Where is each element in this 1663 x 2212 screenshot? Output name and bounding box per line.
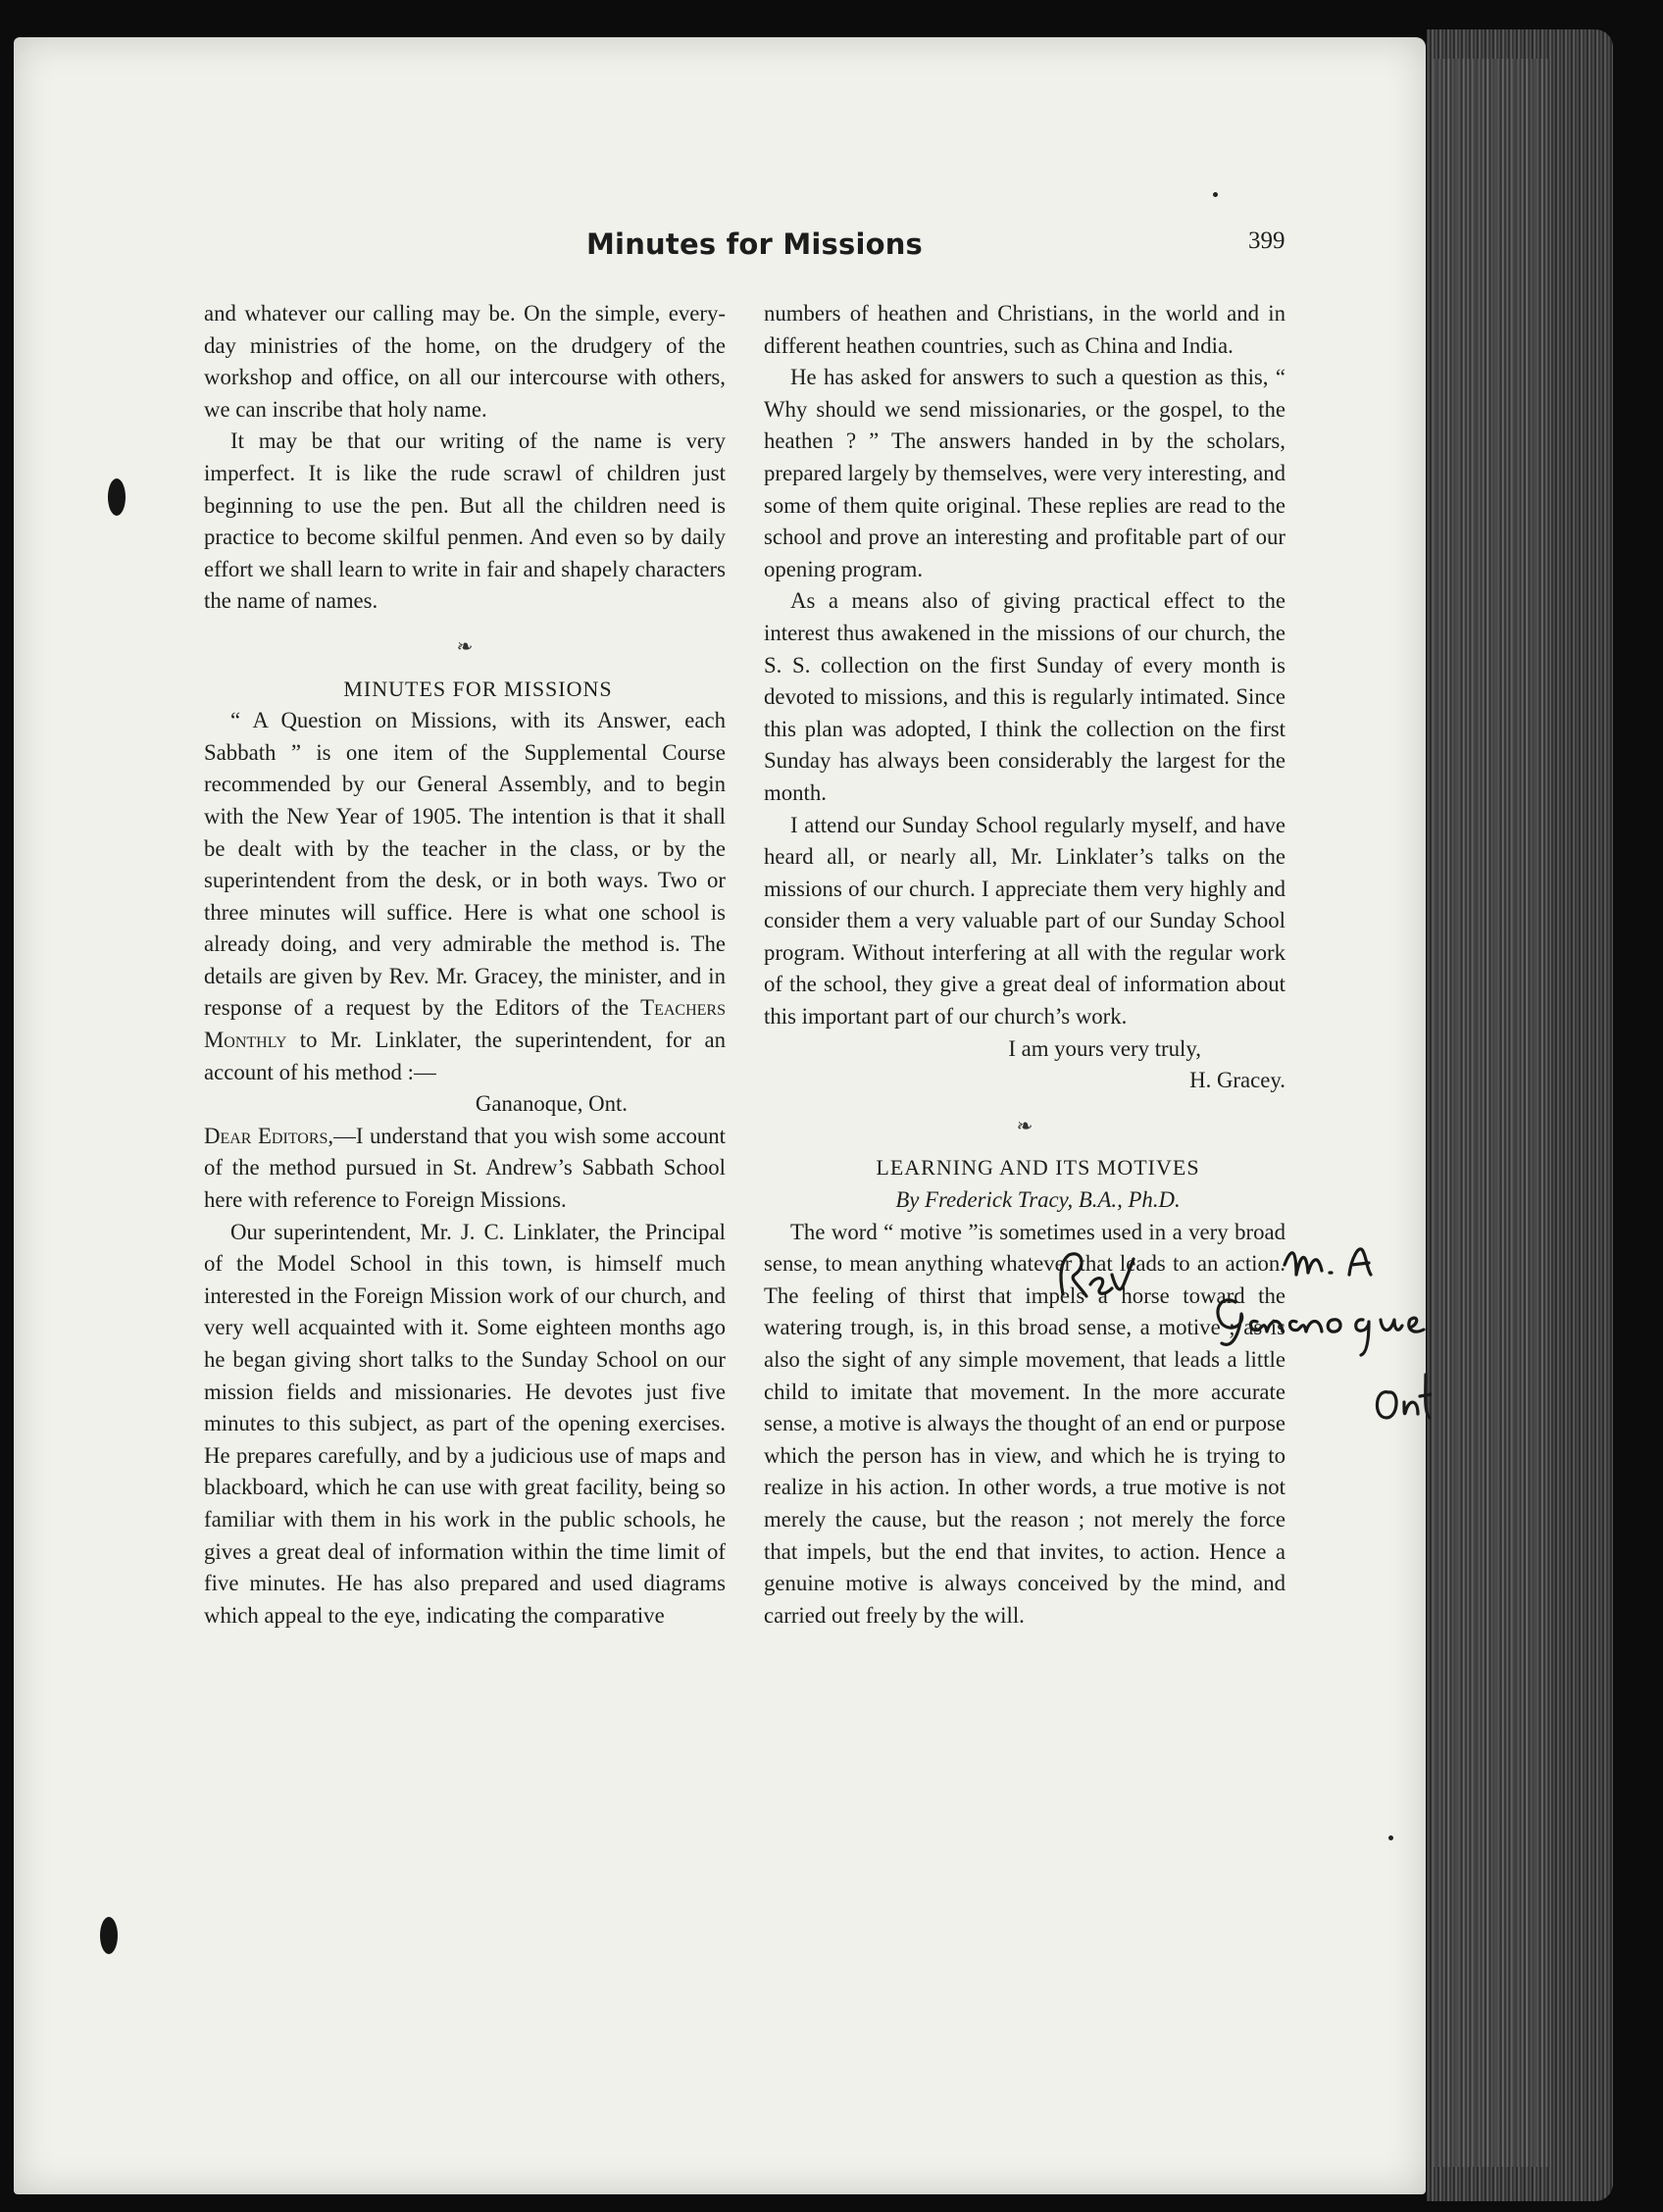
handwriting-stroke [1356, 1320, 1369, 1355]
handwriting-stroke [1377, 1392, 1396, 1418]
handwriting-stroke [1328, 1320, 1340, 1332]
punch-hole-bottom [100, 1917, 118, 1954]
salutation: Dear Editors, [204, 1123, 334, 1148]
page-number: 399 [1248, 227, 1285, 254]
letter-opening [204, 1121, 726, 1217]
handwriting-stroke [1218, 1300, 1242, 1345]
handwriting-stroke [1285, 1253, 1322, 1275]
handwriting-stroke [1381, 1320, 1402, 1331]
paragraph-text: “ A Question on Missions, with its Answer, each Sabbath ” is one item of the Supplemental Course recommended by our General Assembly, and to begin with the New Year of 1905. The intention is that it shall be dealt with by the teacher in the class, or by the superintendent from the desk, or in both ways. Two or three minutes will suffice. Here is what one school is already doing, and very admirable the method is. The details are given by Rev. Mr. Gracey, the minister, and in response of a request by the Editors of the [204, 708, 726, 1021]
publication-title: Teachers Monthly [204, 995, 726, 1053]
paragraph [204, 705, 726, 1088]
scan-speck [1213, 192, 1218, 197]
paragraph: It may be that our writing of the name is very imperfect. It is like the rude scrawl of children just beginning to use the pen. But all the children need is practice to become skilful penmen. And even so by daily effort we shall learn to write in fair and shapely characters the name of names. [204, 428, 726, 614]
ornament-divider: ❧ [1016, 1115, 1033, 1137]
paragraph-text: —I understand that you wish some account of the method pursued in St. Andrew’s Sabbath School here with reference to Foreign Missions. [204, 1123, 727, 1213]
handwriting-stroke [1112, 1259, 1134, 1289]
left-column [204, 298, 726, 1632]
handwriting-stroke [1090, 1279, 1112, 1294]
punch-hole-top [108, 478, 126, 516]
ornament-divider: ❧ [456, 635, 474, 658]
handwritten-annotation [1039, 1245, 1432, 1500]
paragraph: I attend our Sunday School regularly myself, and have heard all, or nearly all, Mr. Linklater’s talks on the missions of our church. I appreciate them very highly and consider them a very valuable part of our Sunday School program. Without interfering at all with the regular work of the school, they give a great deal of information about this important part of our church’s work. [764, 812, 1285, 1030]
letter-closing: I am yours very truly, [1008, 1035, 1201, 1061]
letter-signature [764, 1065, 1285, 1097]
letter-place: Gananoque, Ont. [475, 1091, 628, 1117]
paragraph: and whatever our calling may be. On the simple, every-day ministries of the home, on the drudgery of the workshop and office, on all our intercourse with others, we can inscribe that holy name. [204, 301, 726, 422]
paragraph: Our superintendent, Mr. J. C. Linklater, the Principal of the Model School in this town, is himself much interested in the Foreign Mission work of our church, and very well acquainted with it. Some eighteen months ago he began giving short talks to the Sunday School on our mission fields and missionaries. He devotes just five minutes to this subject, as part of the opening exercises. He prepares carefully, and by a judicious use of maps and blackboard, which he can use with great facility, being so familiar with them in his work in the public schools, he gives a great deal of information within the time limit of five minutes. He has also prepared and used diagrams which appeal to the eye, indicating the comparative [204, 1219, 726, 1628]
paragraph: The word “ motive ”is sometimes used in a very broad sense, to mean anything whatever that leads to an action. The feeling of thirst that impels a horse toward the watering trough, is, in this broad sense, a motive ; as is also the sight of any simple movement, that leads a little child to imitate that movement. In the more accurate sense, a motive is always the thought of an end or purpose which the person has in view, and which he is trying to realize in his action. In other words, a true motive is not merely the cause, but the reason ; not merely the force that impels, but the end that invites, to action. Hence a genuine motive is always conceived by the mind, and carried out freely by the will. [764, 1219, 1285, 1628]
book-page-edges-texture [1434, 59, 1551, 2167]
section-heading-minutes-for-missions: MINUTES FOR MISSIONS [343, 676, 613, 701]
paragraph-text: to Mr. Linklater, the superintendent, for an account of his method :— [204, 1028, 726, 1084]
article-byline: By Frederick Tracy, B.A., Ph.D. [895, 1187, 1181, 1213]
paragraph: numbers of heathen and Christians, in the world and in different heathen countries, such as China and India. [764, 301, 1285, 358]
signature-name: H. Gracey. [1189, 1068, 1285, 1093]
paragraph: As a means also of giving practical effect to the interest thus awakened in the missions of our church, the S. S. collection on the first Sunday of every month is devoted to missions, and this is regularly intimated. Since this plan was adopted, I think the collection on the first Sunday has always been considerably the largest for the month. [764, 588, 1285, 805]
handwriting-stroke [1349, 1249, 1371, 1275]
running-head: Minutes for Missions [586, 227, 924, 261]
handwriting-stroke [1289, 1321, 1322, 1332]
handwriting-stroke [1250, 1321, 1283, 1332]
handwriting-stroke [1420, 1375, 1432, 1418]
handwriting-stroke [1404, 1402, 1418, 1414]
handwriting-stroke [1409, 1318, 1424, 1332]
scan-speck [1388, 1835, 1393, 1840]
handwriting-stroke [1061, 1254, 1086, 1296]
paragraph: He has asked for answers to such a question as this, “ Why should we send missionaries, or the gospel, to the heathen ? ” The answers handed in by the scholars, prepared largely by themselves, were very interesting, and some of them quite original. These replies are read to the school and prove an interesting and profitable part of our opening program. [764, 365, 1285, 581]
section-heading-learning-and-its-motives: LEARNING AND ITS MOTIVES [876, 1155, 1200, 1181]
